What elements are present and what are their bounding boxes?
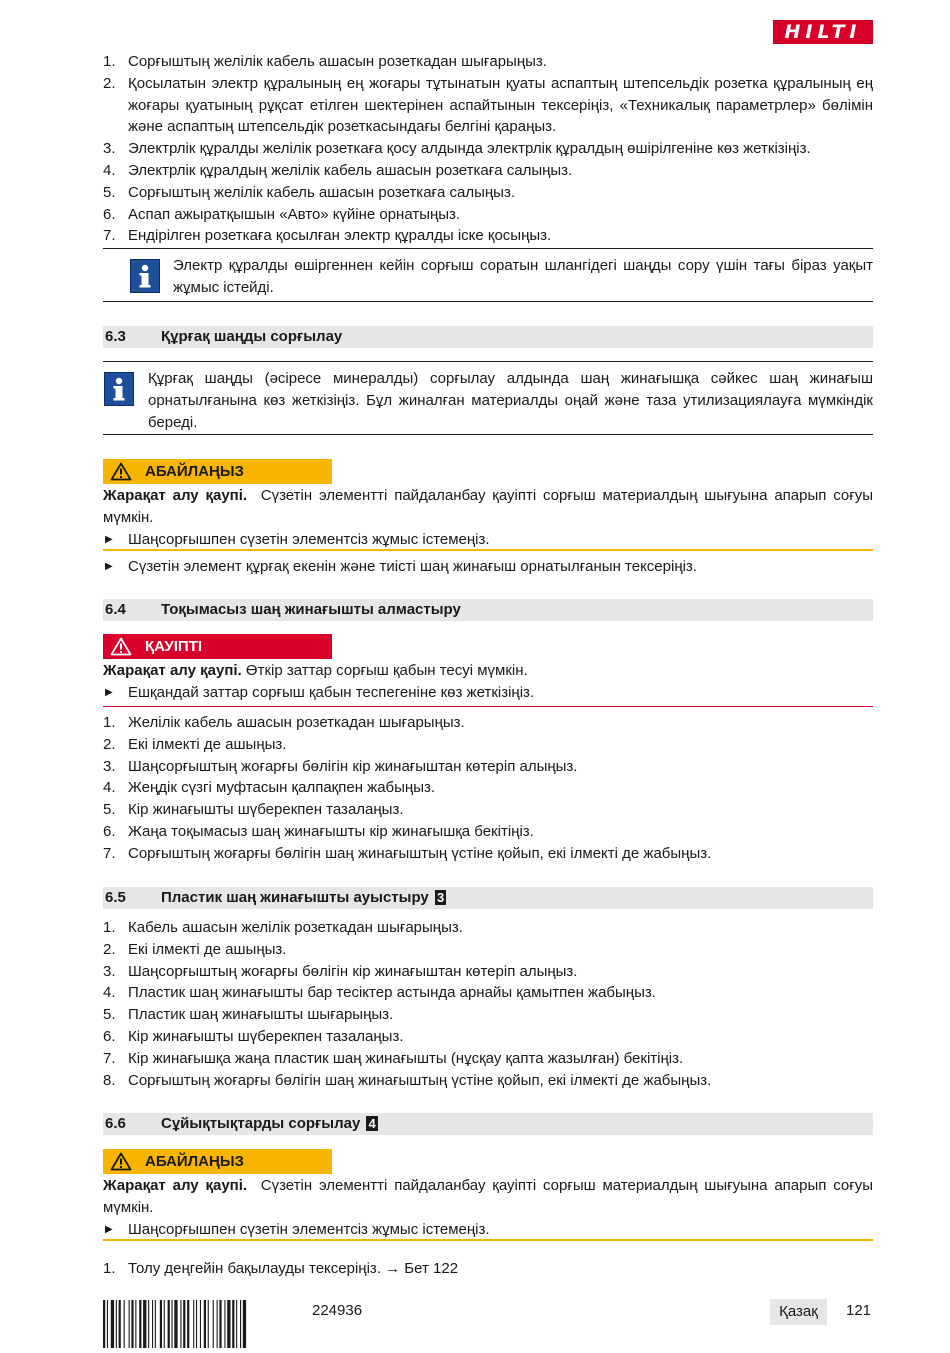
- document-code: 224936: [312, 1302, 363, 1319]
- section-title: Құрғақ шаңды сорғылау: [161, 328, 343, 345]
- list-item: 5. Пластик шаң жинағышты шығарыңыз.: [103, 1006, 394, 1024]
- list-item: 4. Пластик шаң жинағышты бар тесіктер астында арнайы қамытпен жабыңыз.: [103, 984, 656, 1002]
- hazard-bullet: ▶ Шаңсорғышпен сүзетін элементсіз жұмыс істемеңіз.: [105, 530, 490, 548]
- hazard-bullet-text: Шаңсорғышпен сүзетін элементсіз жұмыс істемеңіз.: [128, 1220, 490, 1238]
- info-note-text: Электр құралды өшіргеннен кейін сорғыш соратын шлангідегі шаңды сору үшін тағы біраз уақыт жұмыс істейді.: [173, 257, 873, 296]
- section-number: 6.4: [105, 601, 126, 618]
- info-note-text: Құрғақ шаңды (әсіресе минералды) сорғылау алдында шаң жинағышқа сәйкес шаң жинағыш орнатылғанына көз жеткізіңіз. Бұл жиналған материалды оңай және таза утилизациялауға мүмкіндік береді.: [148, 370, 873, 431]
- hazard-bullet-text: Ешқандай заттар сорғыш қабын теспегеніне көз жеткізіңіз.: [128, 683, 535, 701]
- list-item: 7. Сорғыштың жоғарғы бөлігін шаң жинағыштың үстіне қойып, екі ілмекті де жабыңыз.: [103, 844, 712, 862]
- list-item: 6. Жаңа тоқымасыз шаң жинағышты кір жинағышқа бекітіңіз.: [103, 822, 534, 840]
- section-number: 6.3: [105, 328, 126, 345]
- bullet-item: ▶ Сүзетін элемент құрғақ екенін және тиісті шаң жинағыш орнатылғанын тексеріңіз.: [105, 558, 697, 575]
- list-item: 1. Кабель ашасын желілік розеткадан шығарыңыз.: [103, 919, 463, 936]
- section-title: Тоқымасыз шаң жинағышты алмастыру: [161, 601, 461, 618]
- danger-rule: [103, 706, 873, 707]
- intro-steps: [103, 51, 873, 247]
- list-item: 5. Сорғыштың желілік кабель ашасын розеткаға салыңыз.: [103, 183, 516, 201]
- warning-triangle-icon: [110, 462, 132, 481]
- hazard-text: Өткір заттар сорғыш қабын тесуі мүмкін.: [245, 662, 528, 679]
- caution-label-text: АБАЙЛАҢЫЗ: [145, 463, 244, 480]
- caution-label-text: АБАЙЛАҢЫЗ: [145, 1153, 244, 1170]
- list-item: 6. Кір жинағышты шүберекпен тазалаңыз.: [103, 1027, 404, 1045]
- list-item: 1. Желілік кабель ашасын розеткадан шығарыңыз.: [103, 714, 465, 731]
- danger-label: [103, 634, 332, 659]
- list-item: 8. Сорғыштың жоғарғы бөлігін шаң жинағыштың үстіне қойып, екі ілмекті де жабыңыз.: [103, 1071, 712, 1089]
- list-item: 3. Шаңсорғыштың жоғарғы бөлігін кір жинағыштан көтеріп алыңыз.: [103, 962, 578, 980]
- caution-rule: [103, 1239, 873, 1241]
- hazard-text: Сүзетін элементті пайдаланбау қауіпті сорғыш материалдың шығуына апарып соғуы мүмкін.: [103, 1177, 873, 1216]
- list-item: 4. Жеңдік сүзгі муфтасын қалпақпен жабыңыз.: [103, 779, 436, 797]
- section-heading-6-6: [103, 1113, 873, 1135]
- list-item: 3. Электрлік құралды желілік розеткаға қосу алдында электрлік құралдың өшірілгеніне көз жеткізіңіз.: [103, 140, 811, 158]
- section-number: 6.6: [105, 1115, 126, 1132]
- list-item: 6. Аспап ажыратқышын «Авто» күйіне орнатыңыз.: [103, 205, 461, 223]
- caution-body: [103, 485, 873, 550]
- danger-body: [103, 660, 873, 704]
- section-heading-6-5: [103, 887, 873, 909]
- list-item: 2. Қосылатын электр құралының ең жоғары тұтынатын қуаты аспаптың штепсельдік розетка құралының ең жоғары қуатының рұқсат етілген шектерінен аспайтынын тексеріңіз, «Техникалық параметрлер» бөлімін және аспаптың штепсельдік розеткасындағы белгіні қараңыз.: [103, 74, 873, 136]
- list-item: 2. Екі ілмекті де ашыңыз.: [103, 735, 287, 753]
- steps-6-4: [103, 712, 873, 865]
- info-icon: [104, 372, 134, 406]
- caution-label: [103, 459, 332, 484]
- figure-reference: 4: [368, 1116, 376, 1131]
- caution-label: [103, 1149, 332, 1174]
- caution-body: [103, 1175, 873, 1240]
- figure-reference: 3: [436, 890, 445, 905]
- info-note-6-3: [103, 361, 873, 435]
- hazard-text: Сүзетін элементті пайдаланбау қауіпті сорғыш материалдың шығуына апарып соғуы мүмкін.: [103, 487, 873, 526]
- list-item: 2. Екі ілмекті де ашыңыз.: [103, 940, 287, 958]
- section-title: Пластик шаң жинағышты ауыстыру: [161, 889, 429, 906]
- hazard-bullet: ▶ Ешқандай заттар сорғыш қабын теспегеніне көз жеткізіңіз.: [105, 683, 535, 701]
- hazard-bullet: ▶ Шаңсорғышпен сүзетін элементсіз жұмыс істемеңіз.: [105, 1220, 490, 1238]
- barcode: [103, 1300, 293, 1348]
- list-item: 1. Сорғыштың желілік кабель ашасын розеткадан шығарыңыз.: [103, 53, 547, 70]
- list-item: 7. Кір жинағышқа жаңа пластик шаң жинағышты (нұсқау қапта жазылған) бекітіңіз.: [103, 1049, 684, 1067]
- section-title: Сұйықтықтарды сорғылау: [161, 1115, 361, 1132]
- hilti-logo: HILTI: [773, 20, 873, 44]
- info-note: [103, 248, 873, 302]
- info-icon: [130, 259, 160, 293]
- list-item: 4. Электрлік құралдың желілік кабель ашасын розеткаға салыңыз.: [103, 161, 573, 179]
- section-heading-6-3: [103, 326, 873, 348]
- section-number: 6.5: [105, 889, 126, 906]
- steps-6-6: [103, 1258, 873, 1280]
- warning-triangle-icon: [110, 1152, 132, 1171]
- list-item: 1. Толу деңгейін бақылауды тексеріңіз. → Бет 122: [103, 1260, 459, 1277]
- warning-triangle-icon: [110, 637, 132, 656]
- list-item: 3. Шаңсорғыштың жоғарғы бөлігін кір жинағыштан көтеріп алыңыз.: [103, 757, 578, 775]
- section-heading-6-4: [103, 599, 873, 621]
- hazard-lead: Жарақат алу қаупі.: [103, 487, 248, 504]
- list-item: 7. Ендірілген розеткаға қосылған электр құралды іске қосыңыз.: [103, 227, 552, 245]
- caution-rule: [103, 549, 873, 551]
- page-number: 121: [846, 1302, 872, 1319]
- steps-6-5: [103, 917, 873, 1091]
- list-item: 5. Кір жинағышты шүберекпен тазалаңыз.: [103, 801, 404, 819]
- language-tab: Қазақ: [770, 1299, 827, 1325]
- hazard-bullet-text: Шаңсорғышпен сүзетін элементсіз жұмыс істемеңіз.: [128, 530, 490, 548]
- bullet-text: Сүзетін элемент құрғақ екенін және тиісті шаң жинағыш орнатылғанын тексеріңіз.: [128, 558, 697, 575]
- hazard-lead: Жарақат алу қаупі.: [103, 1177, 248, 1194]
- page-cross-reference[interactable]: → Бет 122: [385, 1260, 459, 1277]
- hazard-lead: Жарақат алу қаупі.: [103, 662, 242, 679]
- danger-label-text: ҚАУІПТІ: [145, 638, 203, 655]
